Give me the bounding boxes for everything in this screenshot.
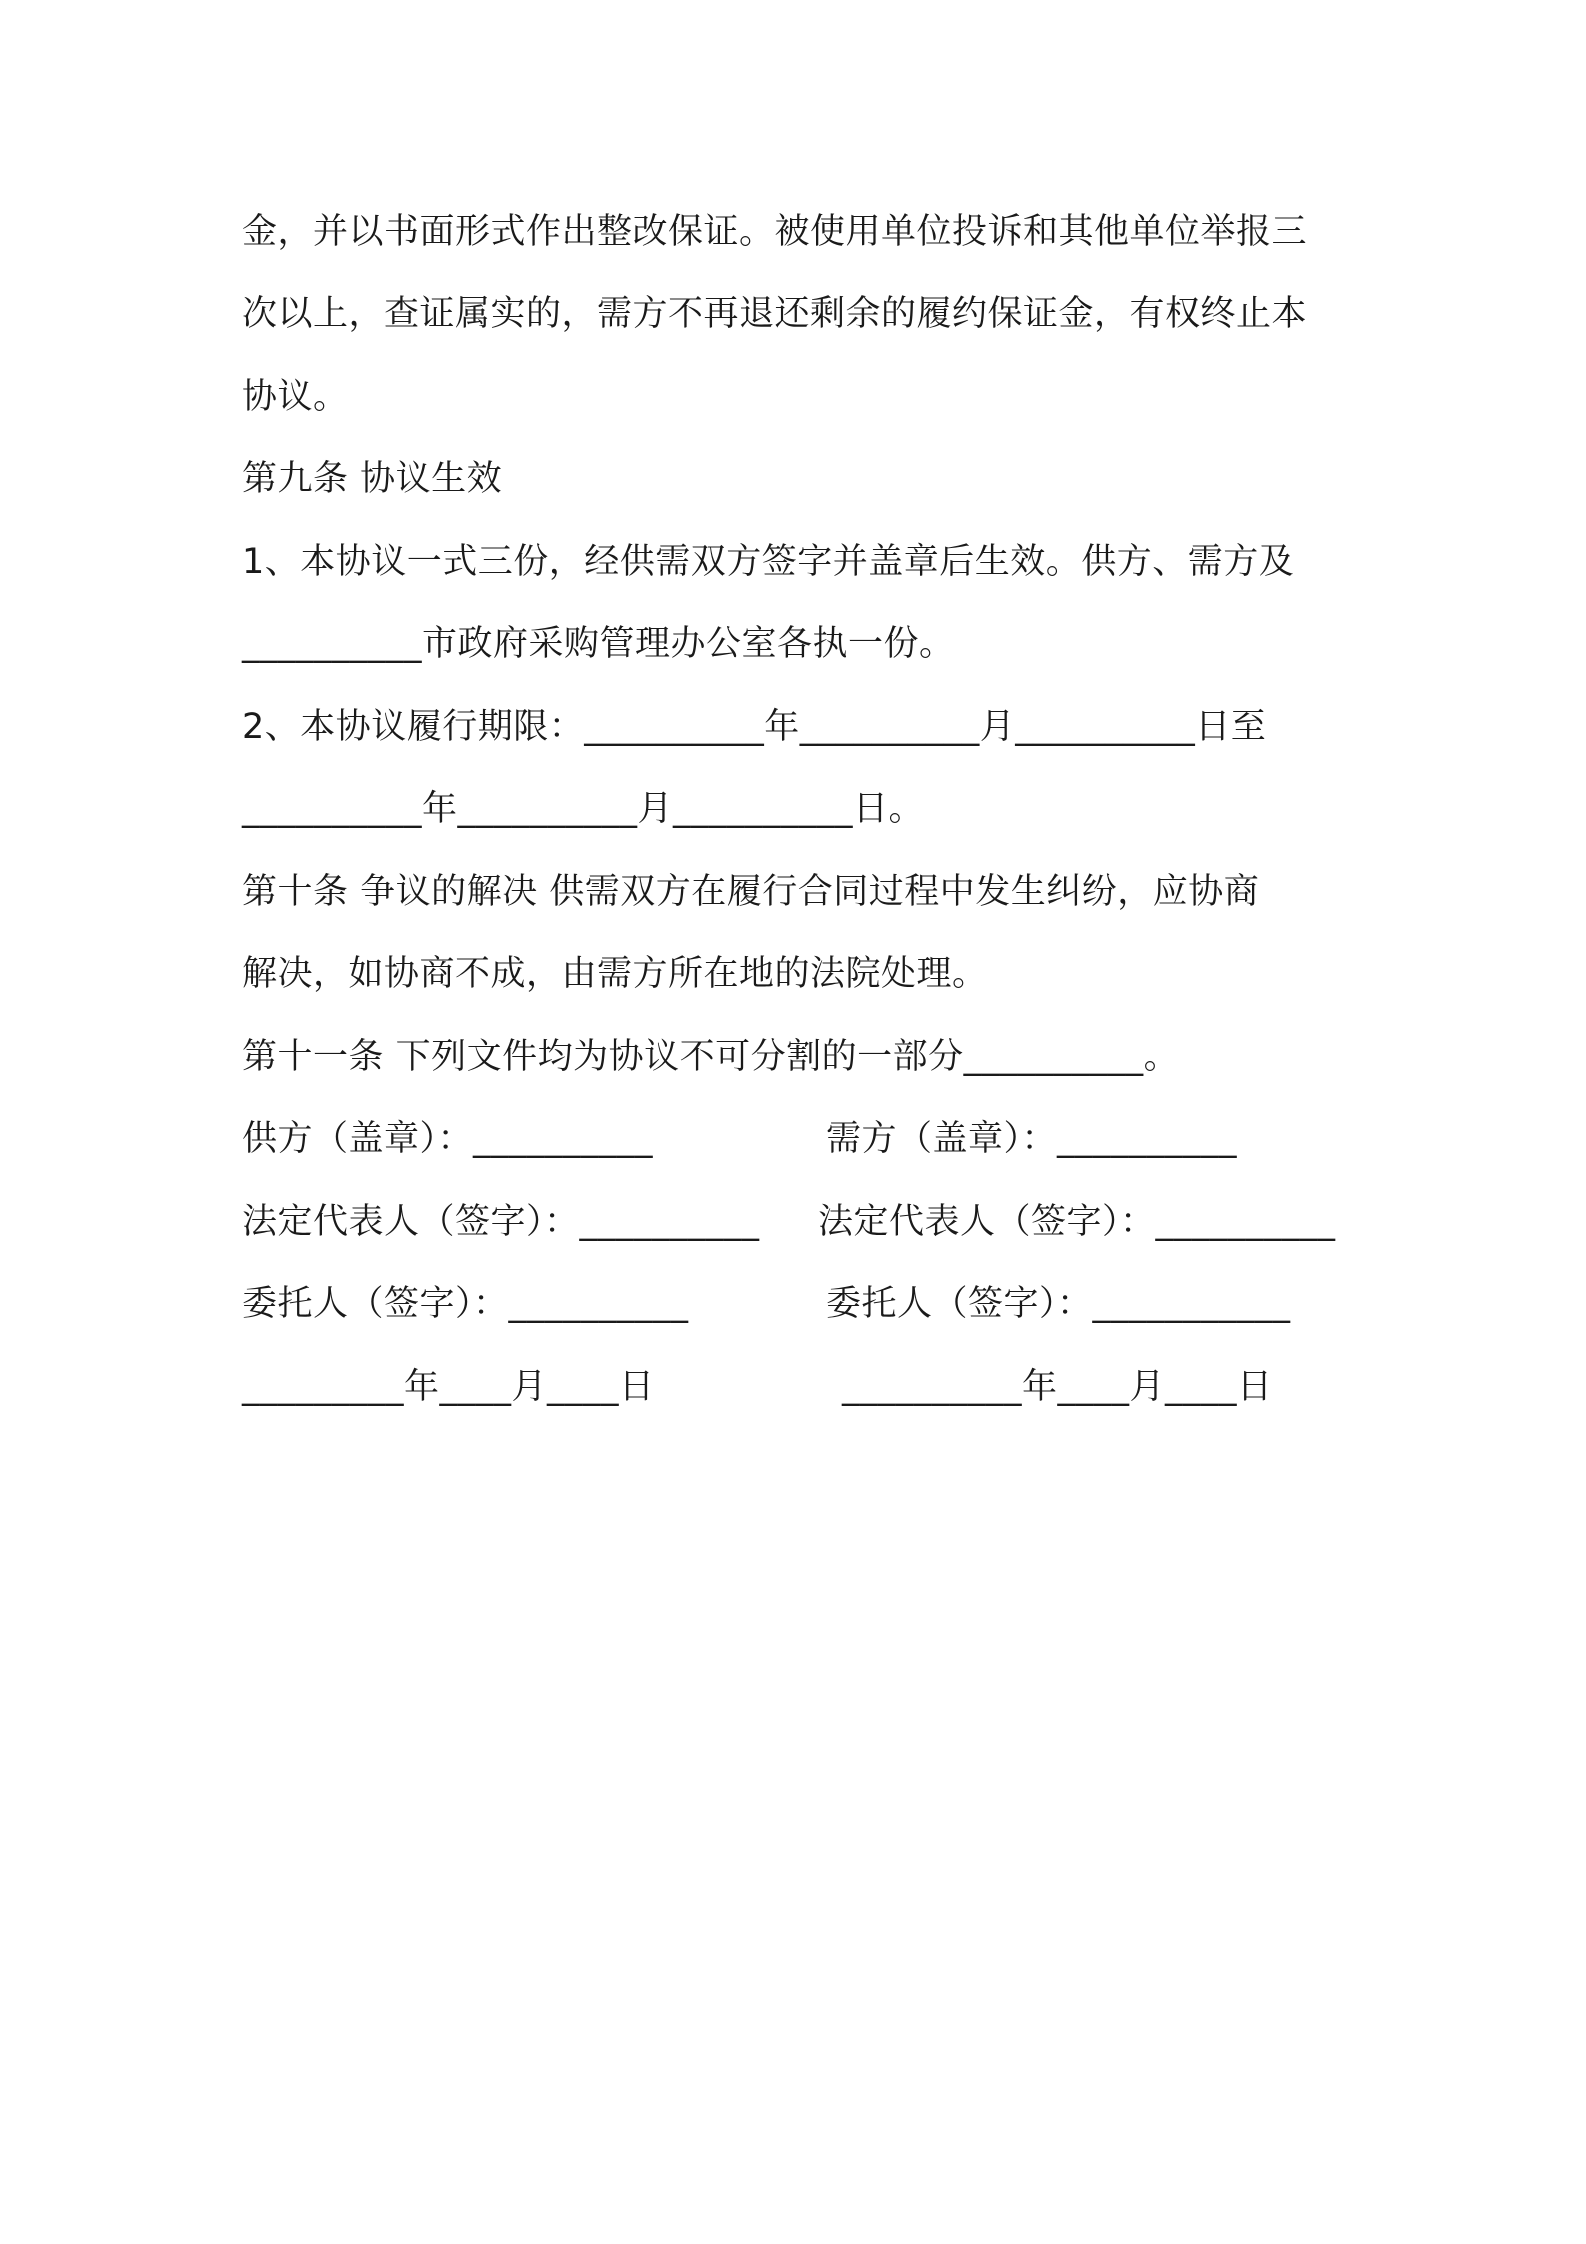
buyer-agent: 委托人（签字）：___________ <box>826 1284 1291 1324</box>
buyer-date: __________年____月____日 <box>842 1367 1273 1407</box>
article-11-line: 第十一条 下列文件均为协议不可分割的一部分__________。 <box>242 1037 1180 1077</box>
supplier-legal-rep: 法定代表人（签字）：__________ <box>242 1202 760 1242</box>
body-line-6: __________市政府采购管理办公室各执一份。 <box>242 624 955 664</box>
body-line-7: 2、本协议履行期限：__________年__________月__________日至 <box>242 707 1267 747</box>
buyer-seal: 需方（盖章）：__________ <box>826 1119 1238 1159</box>
body-line-1: 金，并以书面形式作出整改保证。被使用单位投诉和其他单位举报三 <box>242 212 1308 252</box>
body-line-3: 协议。 <box>242 377 349 417</box>
supplier-date: _________年____月____日 <box>242 1367 655 1407</box>
body-line-2: 次以上，查证属实的，需方不再退还剩余的履约保证金，有权终止本 <box>242 294 1308 334</box>
supplier-seal: 供方（盖章）：__________ <box>242 1119 654 1159</box>
body-line-5: 1、本协议一式三份，经供需双方签字并盖章后生效。供方、需方及 <box>242 542 1295 582</box>
body-line-10: 解决，如协商不成，由需方所在地的法院处理。 <box>242 954 988 994</box>
article-10-line: 第十条 争议的解决 供需双方在履行合同过程中发生纠纷，应协商 <box>242 872 1260 912</box>
body-line-8: __________年__________月__________日。 <box>242 789 925 829</box>
buyer-legal-rep: 法定代表人（签字）：__________ <box>818 1202 1336 1242</box>
supplier-agent: 委托人（签字）：__________ <box>242 1284 689 1324</box>
article-9-heading: 第九条 协议生效 <box>242 459 503 499</box>
